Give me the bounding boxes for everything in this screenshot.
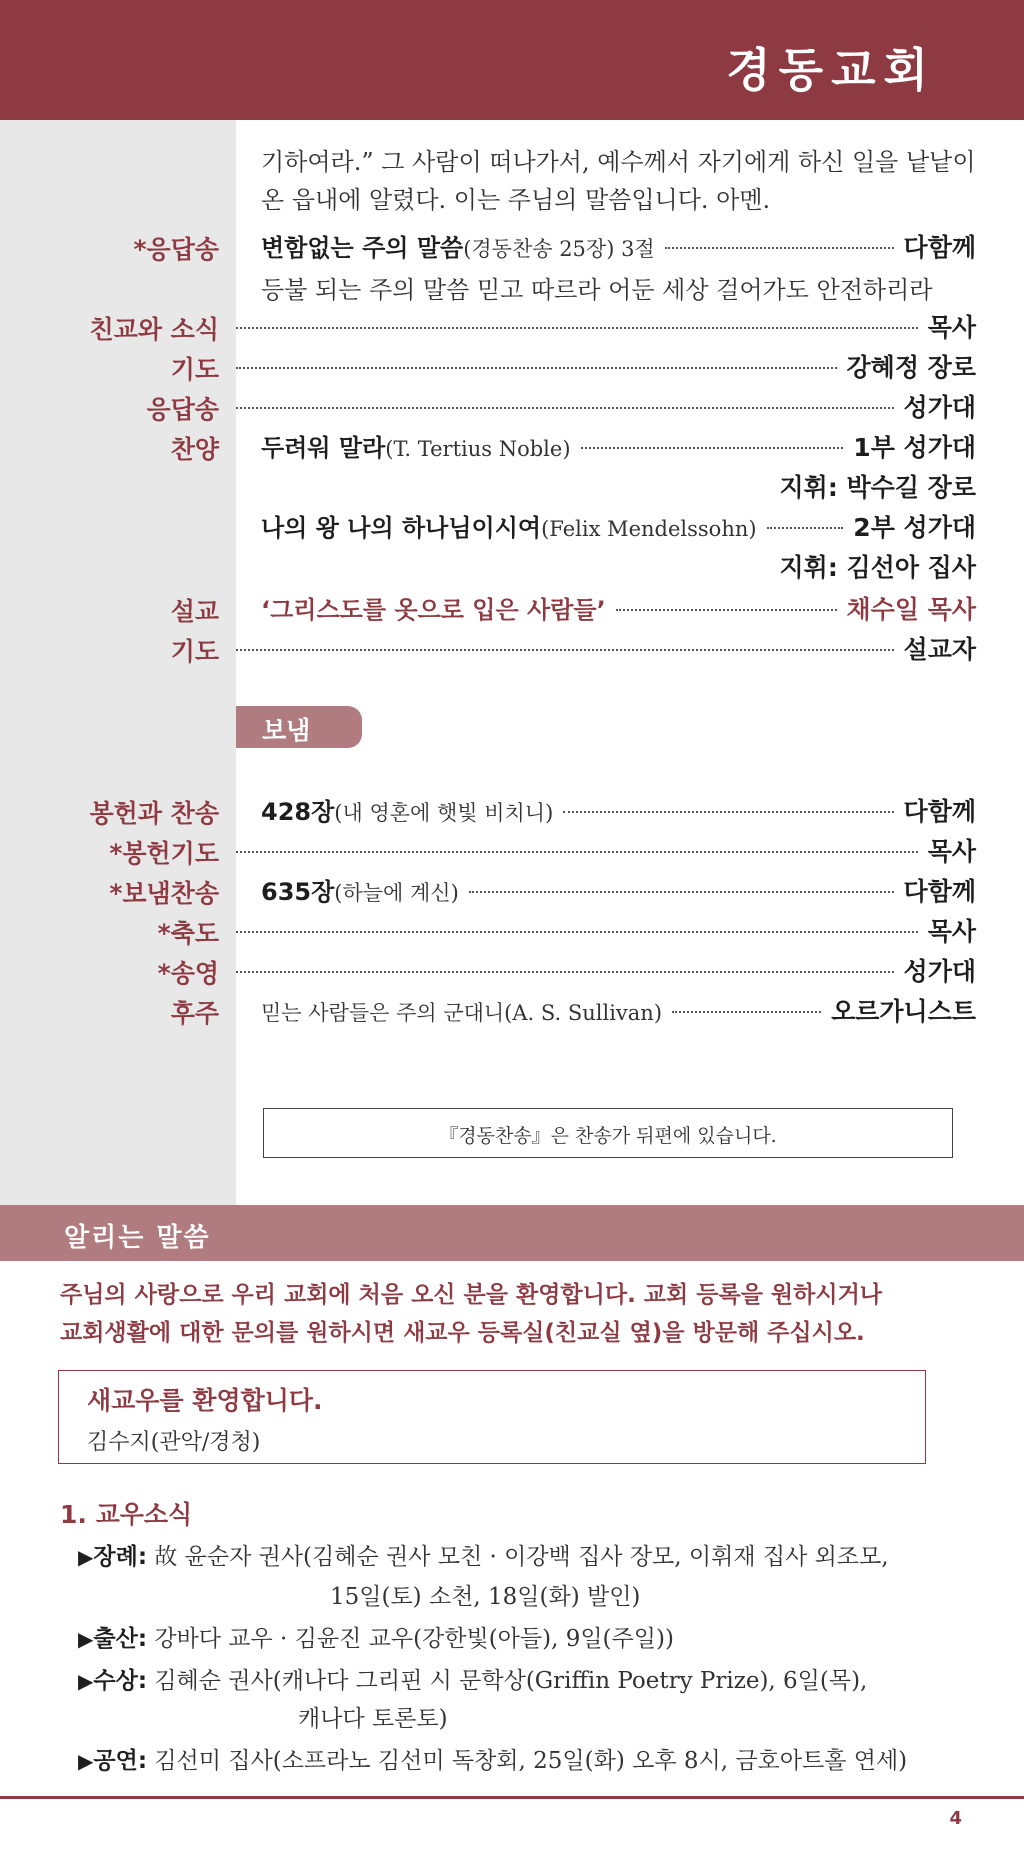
welcome-line: 주님의 사랑으로 우리 교회에 처음 오신 분을 환영합니다. 교회 등록을 원하시거나 xyxy=(60,1282,883,1308)
order-leader: 강혜정 장로 xyxy=(846,353,976,382)
order-response xyxy=(0,386,1024,426)
announcements-title: 알리는 말씀 xyxy=(64,1223,211,1253)
postlude-detail: 믿는 사람들은 주의 군대니(A. S. Sullivan) xyxy=(261,1001,663,1025)
order-doxology xyxy=(0,950,1024,990)
order-leader: 1부 성가대 xyxy=(853,433,976,462)
order-leader: 설교자 xyxy=(903,635,976,664)
leader-dots xyxy=(616,609,837,611)
news-item xyxy=(78,1742,907,1775)
order-sending-hymn xyxy=(0,870,1024,910)
news-text: 강바다 교우 · 김윤진 교우(강한빛(아들), 9일(주일)) xyxy=(154,1626,674,1652)
hymn-number: 635장 xyxy=(261,878,335,906)
order-leader: 다함께 xyxy=(903,877,976,906)
leader-dots xyxy=(665,247,894,249)
triangle-bullet-icon: ▶ xyxy=(78,1627,94,1651)
order-offering xyxy=(0,790,1024,830)
order-leader: 목사 xyxy=(927,313,976,342)
order-label: *응답송 xyxy=(133,235,219,264)
leader-dots xyxy=(236,971,894,973)
leader-dots xyxy=(236,327,918,329)
news-key: 출산: xyxy=(93,1626,148,1652)
leader-dots xyxy=(469,891,894,893)
anthem-composer: (Felix Mendelssohn) xyxy=(541,517,757,541)
anthem-conductor: 지휘: 박수길 장로 xyxy=(779,473,976,502)
order-postlude xyxy=(0,990,1024,1030)
order-sermon xyxy=(0,588,1024,628)
welcome-message xyxy=(60,1276,882,1352)
church-name: 경동교회 xyxy=(726,43,936,97)
order-closing-prayer xyxy=(0,628,1024,668)
newcomers-title: 새교우를 환영합니다. xyxy=(87,1386,323,1415)
order-offering-prayer xyxy=(0,830,1024,870)
order-label: 기도 xyxy=(170,637,219,666)
order-label: 설교 xyxy=(170,597,219,626)
news-continuation: 캐나다 토론토) xyxy=(298,1706,448,1732)
order-response-hymn xyxy=(0,226,1024,266)
news-text: 故 윤순자 권사(김혜순 권사 모친 · 이강백 집사 장모, 이휘재 집사 외조모, xyxy=(154,1544,889,1570)
triangle-bullet-icon: ▶ xyxy=(78,1545,94,1569)
triangle-bullet-icon: ▶ xyxy=(78,1669,94,1693)
order-leader: 목사 xyxy=(927,837,976,866)
send-section-tab: 보냄 xyxy=(236,706,362,748)
order-fellowship xyxy=(0,306,1024,346)
news-continuation: 15일(토) 소천, 18일(화) 발인) xyxy=(330,1584,641,1610)
order-anthem-1 xyxy=(0,426,1024,466)
leader-dots xyxy=(236,931,918,933)
leader-dots xyxy=(672,1011,821,1013)
footer-rule xyxy=(0,1796,1024,1799)
order-leader: 성가대 xyxy=(903,393,976,422)
news-key: 수상: xyxy=(93,1668,148,1694)
anthem-title: 두려워 말라 xyxy=(261,434,386,462)
order-label: 응답송 xyxy=(146,395,219,424)
order-prayer xyxy=(0,346,1024,386)
hymnal-note: 『경동찬송』은 찬송가 뒤편에 있습니다. xyxy=(263,1108,953,1158)
order-label: 찬양 xyxy=(170,435,219,464)
leader-dots xyxy=(236,407,894,409)
order-label: *봉헌기도 xyxy=(109,839,219,868)
header-bar xyxy=(0,0,1024,120)
leader-dots xyxy=(581,447,844,449)
order-leader: 다함께 xyxy=(903,797,976,826)
leader-dots xyxy=(767,527,844,529)
anthem-composer: (T. Tertius Noble) xyxy=(385,437,571,461)
triangle-bullet-icon: ▶ xyxy=(78,1749,94,1773)
news-item xyxy=(78,1662,867,1695)
newcomers-names: 김수지(관악/경청) xyxy=(87,1430,261,1455)
order-label: *보냄찬송 xyxy=(109,879,219,908)
sermon-title: ‘그리스도를 옷으로 입은 사람들’ xyxy=(261,596,606,624)
leader-dots xyxy=(563,811,893,813)
hymn-lyrics: 등불 되는 주의 말씀 믿고 따르라 어둔 세상 걸어가도 안전하리라 xyxy=(261,276,933,304)
order-leader: 채수일 목사 xyxy=(846,595,976,624)
order-leader: 다함께 xyxy=(903,233,976,262)
hymn-detail: (경동찬송 25장) 3절 xyxy=(463,237,655,261)
leader-dots xyxy=(236,367,837,369)
order-label: *축도 xyxy=(157,919,219,948)
page-number: 4 xyxy=(949,1808,962,1829)
news-text: 김선미 집사(소프라노 김선미 독창회, 25일(화) 오후 8시, 금호아트홀 연세) xyxy=(154,1748,908,1774)
scripture-line-1: 기하여라.” 그 사람이 떠나가서, 예수께서 자기에게 하신 일을 낱낱이 xyxy=(261,148,976,176)
hymn-detail: (하늘에 계신) xyxy=(334,881,459,905)
order-label: *송영 xyxy=(157,959,219,988)
news-key: 장례: xyxy=(93,1544,148,1570)
hymn-number: 428장 xyxy=(261,798,335,826)
order-leader: 성가대 xyxy=(903,957,976,986)
anthem-conductor: 지휘: 김선아 집사 xyxy=(779,553,976,582)
order-leader: 목사 xyxy=(927,917,976,946)
announcements-bar xyxy=(0,1205,1024,1261)
order-benediction xyxy=(0,910,1024,950)
news-item xyxy=(78,1620,674,1653)
scripture-line-2: 온 읍내에 알렸다. 이는 주님의 말씀입니다. 아멘. xyxy=(261,186,771,214)
leader-dots xyxy=(236,649,894,651)
news-item xyxy=(78,1538,889,1571)
newcomers-box xyxy=(58,1370,926,1464)
news-heading: 1. 교우소식 xyxy=(60,1500,193,1529)
order-label: 기도 xyxy=(170,355,219,384)
news-text: 김혜순 권사(캐나다 그리핀 시 문학상(Griffin Poetry Prize), 6일(목), xyxy=(154,1668,868,1694)
news-key: 공연: xyxy=(93,1748,148,1774)
order-leader: 오르가니스트 xyxy=(831,997,976,1026)
hymn-detail: (내 영혼에 햇빛 비치니) xyxy=(334,801,554,825)
order-label: 친교와 소식 xyxy=(89,315,219,344)
leader-dots xyxy=(236,851,918,853)
order-label: 봉헌과 찬송 xyxy=(89,799,219,828)
order-anthem-2 xyxy=(0,506,1024,546)
anthem-title: 나의 왕 나의 하나님이시여 xyxy=(261,514,542,542)
welcome-line: 교회생활에 대한 문의를 원하시면 새교우 등록실(친교실 옆)을 방문해 주십시오. xyxy=(60,1320,865,1346)
hymn-title: 변함없는 주의 말씀 xyxy=(261,234,464,262)
order-leader: 2부 성가대 xyxy=(853,513,976,542)
order-label: 후주 xyxy=(170,999,219,1028)
